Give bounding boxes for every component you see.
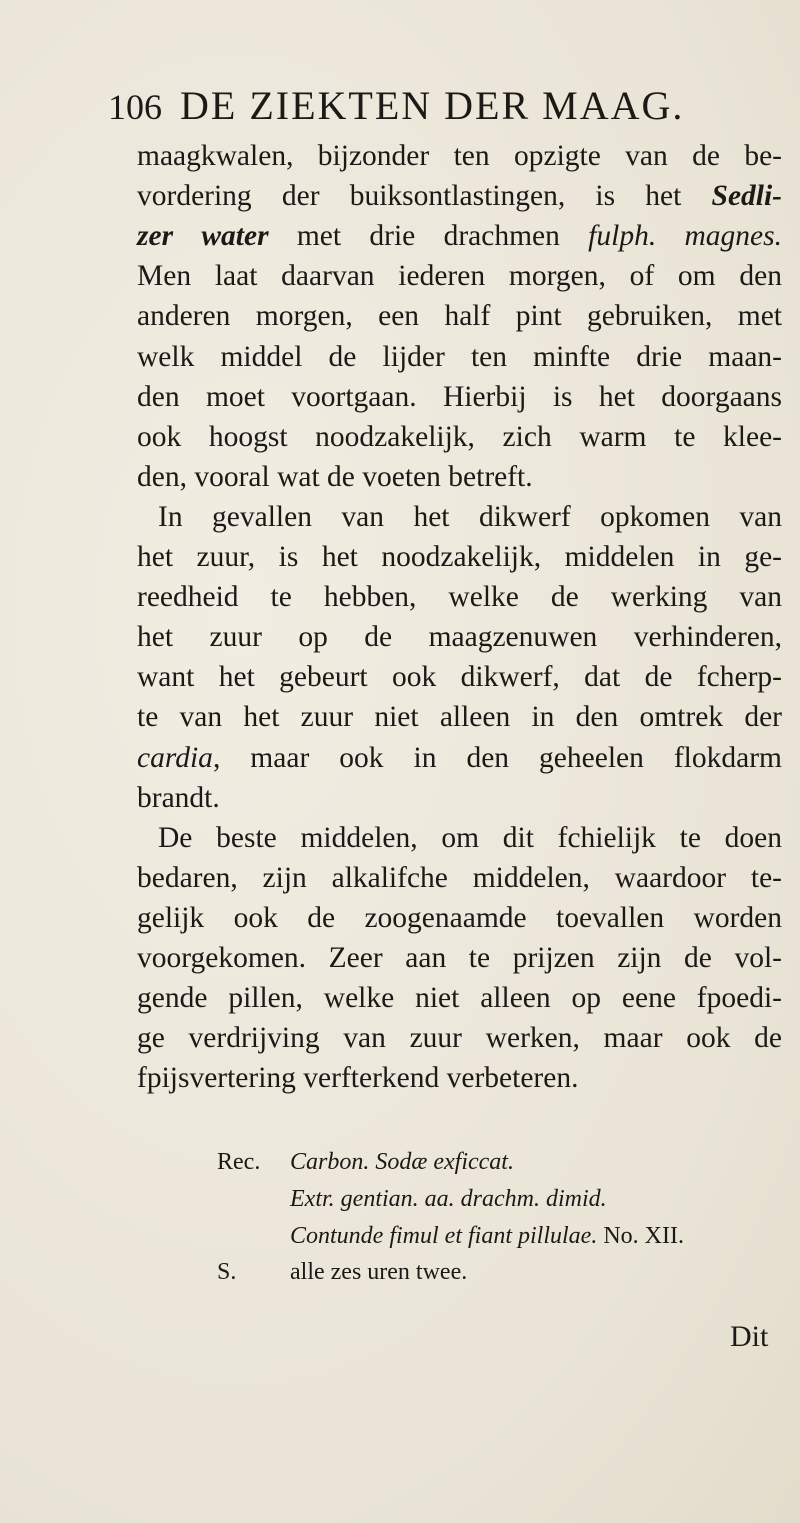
text-line	[137, 778, 782, 818]
text-run: den moet voortgaan. Hierbij is het doorgaans	[137, 380, 782, 413]
text-run: te van het zuur niet alleen in den omtrek der	[137, 701, 782, 734]
text-line	[137, 457, 782, 497]
text-line	[137, 176, 782, 216]
text-line	[137, 617, 782, 657]
text-line	[137, 256, 782, 296]
text-run: gelijk ook de zoogenaamde toevallen worden	[137, 901, 782, 934]
text-line	[137, 1058, 782, 1098]
text-line	[137, 136, 782, 176]
text-line	[137, 657, 782, 697]
text-line	[137, 216, 782, 256]
text-run: het zuur, is het noodzakelijk, middelen in ge-	[137, 541, 782, 573]
text-line	[158, 818, 782, 858]
text-run: In gevallen van het dikwerf opkomen van	[158, 500, 782, 533]
text-run: anderen morgen, een half pint gebruiken, met	[137, 300, 782, 333]
text-line	[137, 978, 782, 1018]
text-run: welk middel de lijder ten minfte drie maan-	[137, 340, 782, 373]
text-run: gende pillen, welke niet alleen op eene fpoedi-	[137, 982, 782, 1015]
text-run: zer water	[137, 220, 269, 253]
page-header	[108, 82, 728, 132]
recipe-line-2: Extr. gentian. aa. drachm. dimid.	[290, 1186, 607, 1212]
text-line	[137, 938, 782, 978]
text-line	[137, 537, 782, 577]
text-run: brandt.	[137, 781, 220, 814]
text-run: cardia	[137, 741, 213, 774]
text-run: bedaren, zijn alkalifche middelen, waardoor te-	[137, 861, 782, 894]
text-run: vordering der buiksontlastingen, is het	[137, 180, 712, 213]
text-run: den, vooral wat de voeten betreft.	[137, 460, 533, 493]
text-run: Men laat daarvan iederen morgen, of om den	[137, 260, 782, 293]
text-line	[137, 377, 782, 417]
text-run: het zuur op de maagzenuwen verhinderen,	[137, 621, 782, 654]
text-run: ge verdrijving van zuur werken, maar ook de	[137, 1022, 782, 1055]
s-label: S.	[217, 1259, 237, 1285]
text-run: , maar ook in den geheelen flokdarm	[212, 741, 782, 774]
page-number: 106	[108, 87, 162, 127]
recipe-line-4: alle zes uren twee.	[290, 1259, 468, 1285]
recipe-line-1: Carbon. Sodæ exficcat.	[290, 1149, 514, 1175]
text-line	[137, 577, 782, 617]
recipe-line-3: Contunde fimul et fiant pillulae. No. XII.	[290, 1223, 684, 1249]
text-line	[137, 738, 782, 778]
text-run: Sedli-	[711, 180, 782, 213]
text-line	[158, 497, 782, 537]
text-run: De beste middelen, om dit fchielijk te doen	[158, 821, 782, 854]
text-run: maagkwalen, bijzonder ten opzigte van de be-	[137, 140, 782, 172]
catchword: Dit	[730, 1320, 769, 1353]
text-run: fulph. magnes.	[588, 220, 782, 253]
text-run: want het gebeurt ook dikwerf, dat de fcherp-	[137, 661, 782, 694]
text-run: met drie drachmen	[268, 220, 589, 253]
text-run: fpijsvertering verfterkend verbeteren.	[137, 1062, 579, 1095]
text-line	[137, 296, 782, 336]
text-line	[137, 898, 782, 938]
text-run: ook hoogst noodzakelijk, zich warm te klee-	[137, 420, 782, 453]
running-title: DE ZIEKTEN DER MAAG.	[180, 83, 685, 128]
text-run: reedheid te hebben, welke de werking van	[137, 581, 782, 614]
text-line	[137, 697, 782, 737]
text-line	[137, 337, 782, 377]
rec-label: Rec.	[217, 1149, 261, 1175]
text-line	[137, 417, 782, 457]
text-run: voorgekomen. Zeer aan te prijzen zijn de vol-	[137, 942, 782, 974]
text-line	[137, 858, 782, 898]
text-line	[137, 1018, 782, 1058]
